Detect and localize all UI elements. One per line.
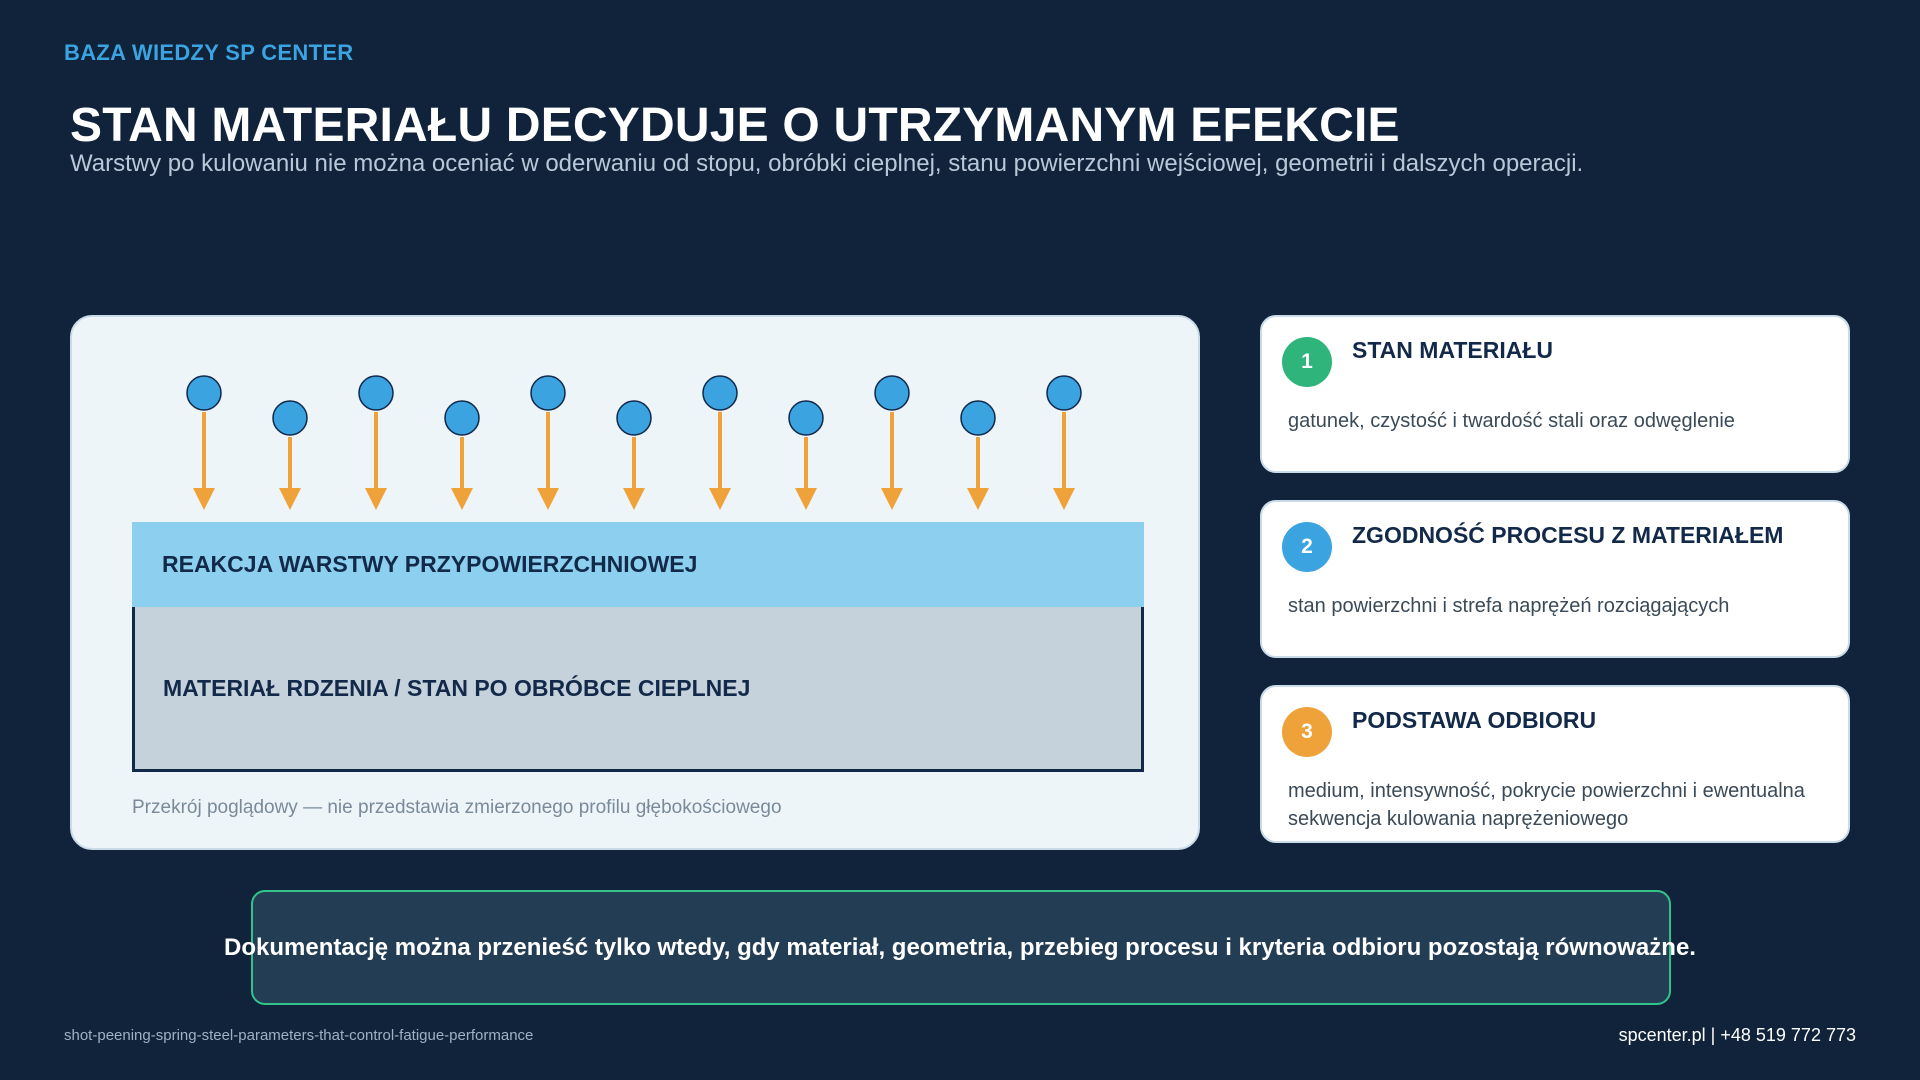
- impact-arrow-head: [623, 488, 645, 510]
- card-description: medium, intensywność, pokrycie powierzchni i ewentualna sekwencja kulowania naprężeniowego: [1288, 780, 1805, 830]
- cross-section-diagram: [70, 315, 1200, 850]
- card-description: gatunek, czystość i twardość stali oraz odwęglenie: [1288, 410, 1735, 432]
- diagram-caption: Przekrój poglądowy — nie przedstawia zmierzonego profilu głębokościowego: [132, 797, 782, 818]
- impact-arrow-head: [537, 488, 559, 510]
- shot-ball: [961, 401, 995, 435]
- shot-ball: [359, 376, 393, 410]
- core-layer: MATERIAŁ RDZENIA / STAN PO OBRÓBCE CIEPLNEJ: [132, 607, 1144, 772]
- shot-ball: [875, 376, 909, 410]
- shot-ball: [1047, 376, 1081, 410]
- footer-slug: shot-peening-spring-steel-parameters-that-control-fatigue-performance: [64, 1027, 534, 1044]
- callout-text: Dokumentację można przenieść tylko wtedy, gdy materiał, geometria, przebieg procesu i kryteria odbioru pozostają równoważne.: [224, 933, 1696, 961]
- impact-arrow-head: [365, 488, 387, 510]
- impact-arrow-head: [795, 488, 817, 510]
- shot-ball: [445, 401, 479, 435]
- shot-ball: [273, 401, 307, 435]
- impact-arrow-head: [451, 488, 473, 510]
- card-description: stan powierzchni i strefa naprężeń rozciągających: [1288, 595, 1730, 617]
- impact-arrow-head: [967, 488, 989, 510]
- shot-ball: [187, 376, 221, 410]
- card-title: ZGODNOŚĆ PROCESU Z MATERIAŁEM: [1352, 522, 1784, 548]
- impact-arrow-head: [1053, 488, 1075, 510]
- impact-arrow-head: [279, 488, 301, 510]
- brand-label: BAZA WIEDZY SP CENTER: [64, 40, 354, 65]
- card-acceptance-basis: [1260, 685, 1850, 843]
- impact-arrow-head: [193, 488, 215, 510]
- card-number-badge: 1: [1282, 337, 1332, 387]
- shot-ball: [703, 376, 737, 410]
- shot-ball: [617, 401, 651, 435]
- card-number-badge: 2: [1282, 522, 1332, 572]
- card-process-compatibility: [1260, 500, 1850, 658]
- surface-layer: REAKCJA WARSTWY PRZYPOWIERZCHNIOWEJ: [132, 522, 1144, 607]
- page-subtitle: Warstwy po kulowaniu nie można oceniać w oderwaniu od stopu, obróbki cieplnej, stanu powierzchni wejściowej, geometrii i dalszych operacji.: [70, 150, 1584, 177]
- card-material-state: [1260, 315, 1850, 473]
- footer-contact: spcenter.pl | +48 519 772 773: [1618, 1025, 1856, 1045]
- shot-ball: [531, 376, 565, 410]
- card-number-badge: 3: [1282, 707, 1332, 757]
- shot-impact-graphic: [72, 317, 1202, 527]
- impact-arrow-head: [709, 488, 731, 510]
- impact-arrow-head: [881, 488, 903, 510]
- page-title: STAN MATERIAŁU DECYDUJE O UTRZYMANYM EFEKCIE: [70, 99, 1400, 152]
- card-title: PODSTAWA ODBIORU: [1352, 707, 1597, 733]
- card-title: STAN MATERIAŁU: [1352, 337, 1554, 363]
- shot-ball: [789, 401, 823, 435]
